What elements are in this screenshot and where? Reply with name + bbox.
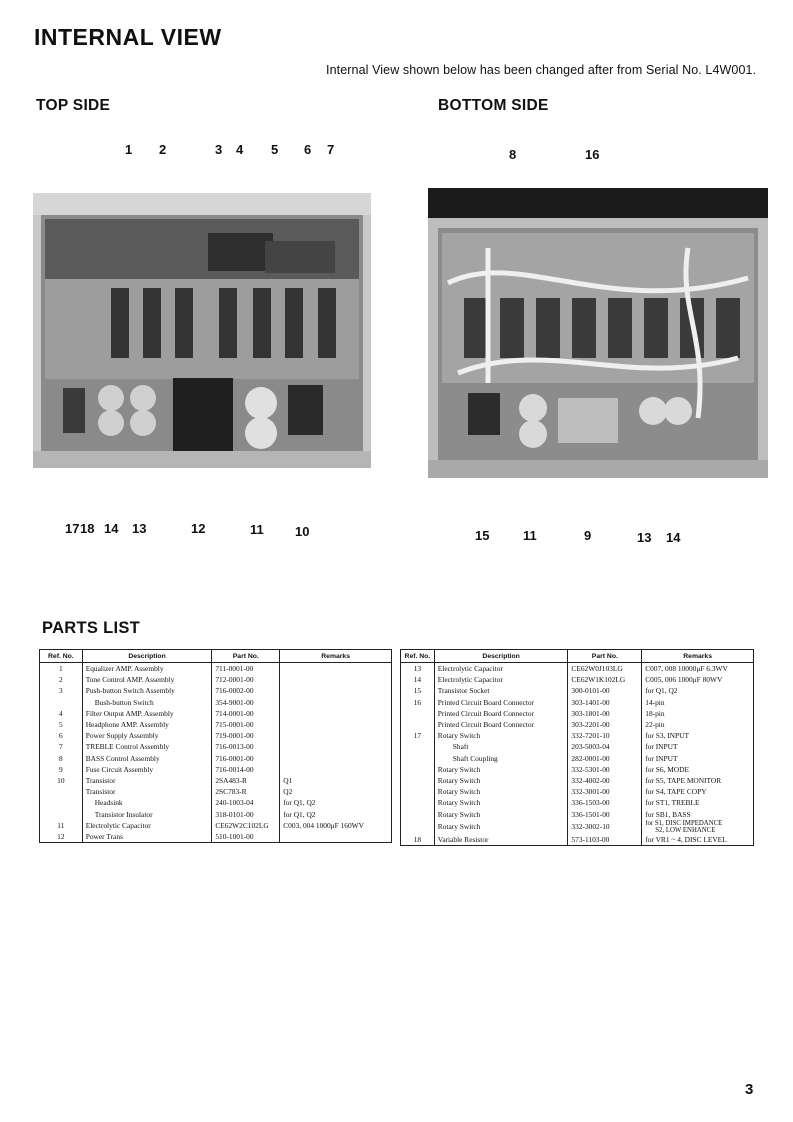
desc-cell: Electrolytic Capacitor bbox=[82, 820, 212, 831]
remarks-cell: for INPUT bbox=[642, 753, 754, 764]
table-row bbox=[401, 764, 754, 775]
table-row bbox=[40, 708, 392, 719]
part-cell: 332-3002-10 bbox=[568, 820, 642, 834]
desc-cell: Transistor bbox=[82, 786, 212, 797]
part-cell: 716-0002-00 bbox=[212, 685, 280, 696]
ref-cell: 6 bbox=[40, 730, 83, 741]
col-remarks: Remarks bbox=[642, 650, 754, 663]
desc-cell: Rotary Switch bbox=[434, 809, 568, 820]
ref-cell: 12 bbox=[40, 831, 83, 843]
part-cell: 303-2201-00 bbox=[568, 719, 642, 730]
part-cell: 332-7201-10 bbox=[568, 730, 642, 741]
desc-cell: Printed Circuit Board Connector bbox=[434, 719, 568, 730]
ref-cell bbox=[401, 820, 435, 834]
ref-cell: 14 bbox=[401, 674, 435, 685]
table-row bbox=[401, 809, 754, 820]
table-row bbox=[401, 719, 754, 730]
table-row bbox=[40, 753, 392, 764]
ref-cell bbox=[40, 786, 83, 797]
part-cell: 715-0001-00 bbox=[212, 719, 280, 730]
table-row bbox=[401, 730, 754, 741]
desc-cell: TREBLE Control Assembly bbox=[82, 741, 212, 752]
remarks-cell bbox=[280, 685, 392, 696]
remarks-cell: for INPUT bbox=[642, 741, 754, 752]
remarks-cell bbox=[280, 730, 392, 741]
desc-cell: Push-button Switch Assembly bbox=[82, 685, 212, 696]
ref-cell: 10 bbox=[40, 775, 83, 786]
ref-cell: 15 bbox=[401, 685, 435, 696]
table-row bbox=[401, 797, 754, 808]
col-ref: Ref. No. bbox=[40, 650, 83, 663]
callout-top-7: 7 bbox=[327, 142, 335, 157]
callout-top-18: 18 bbox=[80, 521, 95, 536]
table-row bbox=[40, 674, 392, 685]
remarks-cell: for VR1 ~ 4, DISC LEVEL bbox=[642, 834, 754, 846]
col-description: Description bbox=[82, 650, 212, 663]
table-row bbox=[40, 719, 392, 730]
desc-cell: Rotary Switch bbox=[434, 730, 568, 741]
desc-cell: Transistor Insulator bbox=[82, 809, 212, 820]
remarks-cell bbox=[280, 719, 392, 730]
ref-cell: 5 bbox=[40, 719, 83, 730]
part-cell: 332-3001-00 bbox=[568, 786, 642, 797]
part-cell: 336-1503-00 bbox=[568, 797, 642, 808]
part-cell: 714-0001-00 bbox=[212, 708, 280, 719]
part-cell: 716-0013-00 bbox=[212, 741, 280, 752]
ref-cell bbox=[40, 809, 83, 820]
table-row bbox=[40, 820, 392, 831]
table-row bbox=[401, 674, 754, 685]
ref-cell: 8 bbox=[40, 753, 83, 764]
part-cell: 716-0001-00 bbox=[212, 753, 280, 764]
desc-cell: Fuse Circuit Assembly bbox=[82, 764, 212, 775]
table-row bbox=[40, 809, 392, 820]
remarks-line-1: for S1, DISC IMPEDANCE bbox=[645, 819, 723, 827]
part-cell: 510-1001-00 bbox=[212, 831, 280, 843]
remarks-line-2: S2, LOW ENHANCE bbox=[655, 826, 716, 834]
ref-cell: 13 bbox=[401, 663, 435, 675]
table-row bbox=[401, 820, 754, 834]
ref-cell: 3 bbox=[40, 685, 83, 696]
remarks-cell bbox=[280, 831, 392, 843]
remarks-cell: for Q1, Q2 bbox=[642, 685, 754, 696]
remarks-cell: for S3, INPUT bbox=[642, 730, 754, 741]
bottom-side-photo bbox=[428, 188, 768, 478]
table-row bbox=[401, 786, 754, 797]
remarks-cell: C007, 008 10000μF 6.3WV bbox=[642, 663, 754, 675]
remarks-cell: 14-pin bbox=[642, 697, 754, 708]
remarks-cell: for S6, MODE bbox=[642, 764, 754, 775]
table-row bbox=[401, 708, 754, 719]
remarks-cell bbox=[280, 741, 392, 752]
table-row bbox=[401, 741, 754, 752]
part-cell: 300-0101-00 bbox=[568, 685, 642, 696]
part-cell: 712-0001-00 bbox=[212, 674, 280, 685]
table-row bbox=[40, 730, 392, 741]
callout-top-6: 6 bbox=[304, 142, 312, 157]
remarks-cell bbox=[280, 753, 392, 764]
desc-cell: Tone Control AMP. Assembly bbox=[82, 674, 212, 685]
part-cell: CE62W2C102LG bbox=[212, 820, 280, 831]
desc-cell: Electrolytic Capacitor bbox=[434, 674, 568, 685]
remarks-cell bbox=[280, 764, 392, 775]
callout-bottom-8: 8 bbox=[509, 147, 517, 162]
callout-bottom-11: 11 bbox=[523, 528, 537, 543]
ref-cell bbox=[401, 753, 435, 764]
part-cell: 303-1801-00 bbox=[568, 708, 642, 719]
table-row bbox=[40, 697, 392, 708]
ref-cell: 18 bbox=[401, 834, 435, 846]
part-cell: CE62W0J103LG bbox=[568, 663, 642, 675]
table-row bbox=[401, 834, 754, 846]
bottom-side-heading: BOTTOM SIDE bbox=[438, 97, 549, 114]
desc-cell: BASS Control Assembly bbox=[82, 753, 212, 764]
ref-cell bbox=[401, 708, 435, 719]
ref-cell bbox=[401, 809, 435, 820]
desc-cell: Rotary Switch bbox=[434, 775, 568, 786]
parts-table-right bbox=[400, 649, 754, 846]
desc-cell: Shaft Coupling bbox=[434, 753, 568, 764]
table-row bbox=[40, 663, 392, 675]
remarks-cell: Q2 bbox=[280, 786, 392, 797]
remarks-cell bbox=[280, 674, 392, 685]
part-cell: 573-1103-00 bbox=[568, 834, 642, 846]
ref-cell: 2 bbox=[40, 674, 83, 685]
ref-cell: 9 bbox=[40, 764, 83, 775]
part-cell: CE62W1K102LG bbox=[568, 674, 642, 685]
table-row bbox=[401, 753, 754, 764]
remarks-cell: C003, 004 1000μF 160WV bbox=[280, 820, 392, 831]
col-part-no: Part No. bbox=[212, 650, 280, 663]
desc-cell: Filter Output AMP. Assembly bbox=[82, 708, 212, 719]
remarks-cell: C005, 006 1000μF 80WV bbox=[642, 674, 754, 685]
part-cell: 332-5301-00 bbox=[568, 764, 642, 775]
ref-cell bbox=[401, 797, 435, 808]
callout-bottom-15: 15 bbox=[475, 528, 490, 543]
part-cell: 2SC783-R bbox=[212, 786, 280, 797]
part-cell: 240-1003-04 bbox=[212, 797, 280, 808]
table-row bbox=[40, 741, 392, 752]
remarks-cell: for Q1, Q2 bbox=[280, 797, 392, 808]
callout-bottom-13: 13 bbox=[637, 530, 652, 545]
table-row bbox=[40, 775, 392, 786]
part-cell: 282-0001-00 bbox=[568, 753, 642, 764]
desc-cell: Printed Circuit Board Connector bbox=[434, 697, 568, 708]
desc-cell: Equalizer AMP. Assembly bbox=[82, 663, 212, 675]
col-remarks: Remarks bbox=[280, 650, 392, 663]
ref-cell bbox=[401, 764, 435, 775]
callout-top-11: 11 bbox=[250, 522, 264, 537]
desc-cell: Headsink bbox=[82, 797, 212, 808]
ref-cell bbox=[40, 797, 83, 808]
desc-cell: Shaft bbox=[434, 741, 568, 752]
parts-table-left bbox=[39, 649, 392, 843]
parts-list-title: PARTS LIST bbox=[42, 619, 141, 637]
ref-cell bbox=[401, 775, 435, 786]
remarks-cell: for S5, TAPE MONITOR bbox=[642, 775, 754, 786]
desc-cell: Bush-button Switch bbox=[82, 697, 212, 708]
desc-cell: Power Trans bbox=[82, 831, 212, 843]
remarks-cell: for S4, TAPE COPY bbox=[642, 786, 754, 797]
desc-cell: Rotary Switch bbox=[434, 820, 568, 834]
callout-top-17: 17 bbox=[65, 521, 80, 536]
callout-top-2: 2 bbox=[159, 142, 167, 157]
callout-top-3: 3 bbox=[215, 142, 223, 157]
callout-top-13: 13 bbox=[132, 521, 147, 536]
desc-cell: Rotary Switch bbox=[434, 764, 568, 775]
desc-cell: Headphone AMP. Assembly bbox=[82, 719, 212, 730]
ref-cell: 17 bbox=[401, 730, 435, 741]
remarks-cell: for SB1, BASS bbox=[642, 809, 754, 820]
table-row bbox=[401, 685, 754, 696]
desc-cell: Printed Circuit Board Connector bbox=[434, 708, 568, 719]
callout-top-4: 4 bbox=[236, 142, 244, 157]
ref-cell bbox=[401, 719, 435, 730]
remarks-cell: for Q1, Q2 bbox=[280, 809, 392, 820]
desc-cell: Variable Resistor bbox=[434, 834, 568, 846]
table-row bbox=[40, 786, 392, 797]
desc-cell: Electrolytic Capacitor bbox=[434, 663, 568, 675]
part-cell: 711-0001-00 bbox=[212, 663, 280, 675]
part-cell: 318-0101-00 bbox=[212, 809, 280, 820]
part-cell: 203-5003-04 bbox=[568, 741, 642, 752]
page-title: INTERNAL VIEW bbox=[34, 24, 222, 50]
ref-cell: 4 bbox=[40, 708, 83, 719]
ref-cell bbox=[401, 741, 435, 752]
callout-bottom-16: 16 bbox=[585, 147, 600, 162]
desc-cell: Rotary Switch bbox=[434, 797, 568, 808]
top-side-photo bbox=[33, 193, 371, 468]
part-cell: 719-0001-00 bbox=[212, 730, 280, 741]
page-number: 3 bbox=[745, 1081, 754, 1098]
callout-top-1: 1 bbox=[125, 142, 133, 157]
table-row bbox=[40, 797, 392, 808]
callout-top-12: 12 bbox=[191, 521, 206, 536]
remarks-cell bbox=[280, 663, 392, 675]
desc-cell: Transistor bbox=[82, 775, 212, 786]
desc-cell: Transistor Socket bbox=[434, 685, 568, 696]
col-part-no: Part No. bbox=[568, 650, 642, 663]
part-cell: 336-1501-00 bbox=[568, 809, 642, 820]
part-cell: 716-0014-00 bbox=[212, 764, 280, 775]
desc-cell: Rotary Switch bbox=[434, 786, 568, 797]
desc-cell: Power Supply Assembly bbox=[82, 730, 212, 741]
table-row bbox=[40, 831, 392, 843]
table-row bbox=[40, 685, 392, 696]
part-cell: 332-4002-00 bbox=[568, 775, 642, 786]
ref-cell: 16 bbox=[401, 697, 435, 708]
col-description: Description bbox=[434, 650, 568, 663]
remarks-cell: Q1 bbox=[280, 775, 392, 786]
ref-cell bbox=[40, 697, 83, 708]
remarks-cell: 22-pin bbox=[642, 719, 754, 730]
col-ref: Ref. No. bbox=[401, 650, 435, 663]
remarks-cell bbox=[280, 697, 392, 708]
callout-top-5: 5 bbox=[271, 142, 279, 157]
table-row bbox=[401, 663, 754, 675]
ref-cell: 11 bbox=[40, 820, 83, 831]
part-cell: 354-9001-00 bbox=[212, 697, 280, 708]
callout-bottom-9: 9 bbox=[584, 528, 592, 543]
remarks-cell bbox=[280, 708, 392, 719]
serial-note: Internal View shown below has been changed after from Serial No. L4W001. bbox=[326, 63, 757, 77]
callout-top-14: 14 bbox=[104, 521, 119, 536]
ref-cell: 1 bbox=[40, 663, 83, 675]
part-cell: 2SA483-R bbox=[212, 775, 280, 786]
table-row bbox=[401, 775, 754, 786]
table-row bbox=[401, 697, 754, 708]
remarks-cell bbox=[642, 820, 754, 834]
part-cell: 303-1401-00 bbox=[568, 697, 642, 708]
table-row bbox=[40, 764, 392, 775]
ref-cell bbox=[401, 786, 435, 797]
callout-bottom-14: 14 bbox=[666, 530, 681, 545]
remarks-cell: for ST1, TREBLE bbox=[642, 797, 754, 808]
top-side-heading: TOP SIDE bbox=[36, 97, 111, 114]
callout-top-10: 10 bbox=[295, 524, 310, 539]
ref-cell: 7 bbox=[40, 741, 83, 752]
remarks-cell: 18-pin bbox=[642, 708, 754, 719]
